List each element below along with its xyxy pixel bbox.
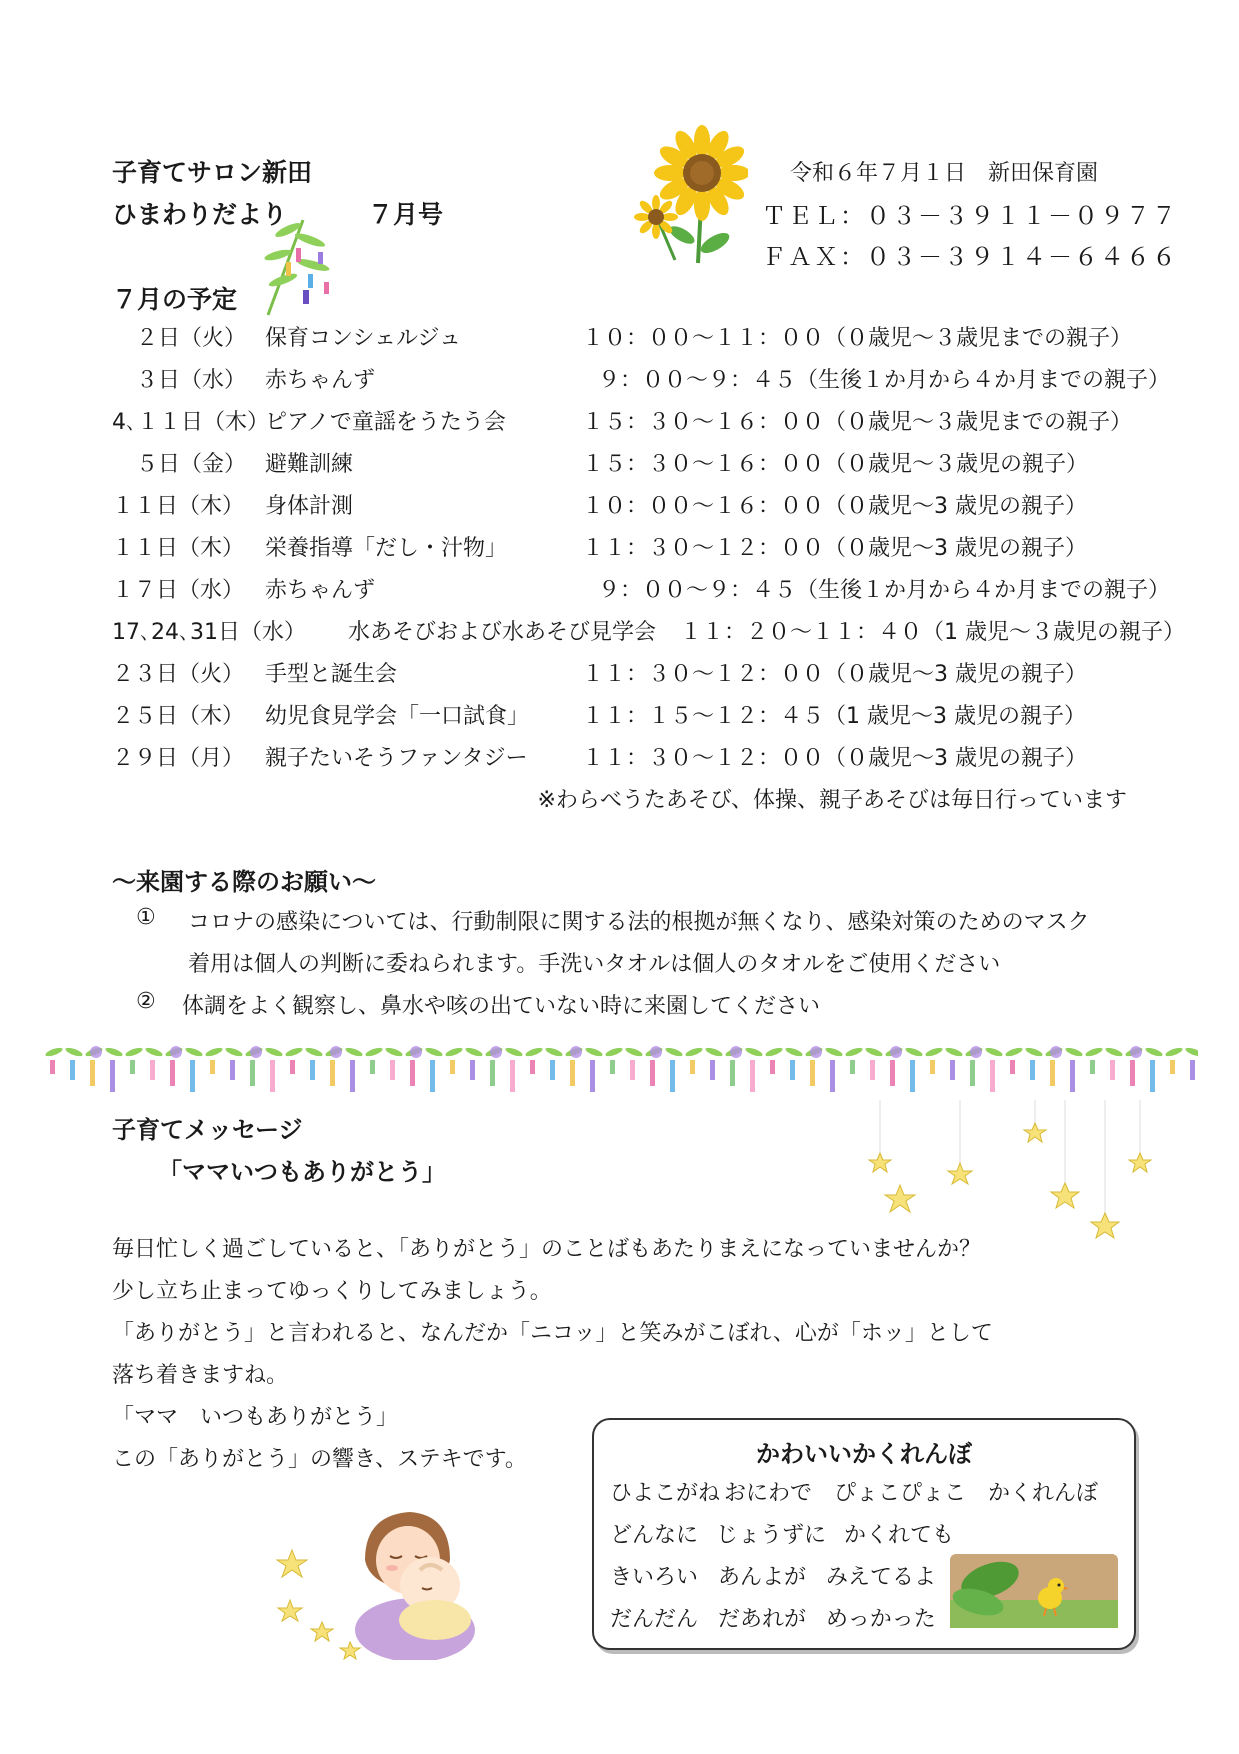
poem-word: ひよこがね — [610, 1481, 721, 1506]
chick-hiding-illustration — [950, 1540, 1118, 1632]
schedule-time: １５：３０～１６：００（０歳児～３歳児までの親子） — [582, 410, 1133, 435]
date-and-organization: 令和６年７月１日 新田保育園 — [790, 161, 1099, 186]
request-number-1: ① — [136, 905, 156, 930]
message-line-4: 落ち着きますね。 — [112, 1363, 289, 1388]
schedule-time: ９：００～９：４５（生後１か月から４か月までの親子） — [598, 578, 1171, 603]
poem-word: だあれが — [718, 1607, 807, 1632]
schedule-row — [0, 741, 1239, 781]
schedule-row — [0, 363, 1239, 403]
schedule-date: ２日（火） — [136, 326, 247, 351]
poem-word: みえてるよ — [826, 1565, 937, 1590]
message-heading: 子育てメッセージ — [112, 1116, 303, 1144]
request-text-1b: 着用は個人の判断に委ねられます。手洗いタオルは個人のタオルをご使用ください — [188, 952, 1001, 977]
schedule-event: 親子たいそうファンタジー — [265, 746, 528, 771]
schedule-heading: ７月の予定 — [112, 285, 238, 314]
request-number-2: ② — [136, 989, 156, 1014]
salon-name: 子育てサロン新田 — [112, 158, 313, 187]
schedule-event: 手型と誕生会 — [265, 662, 398, 687]
schedule-date: ２５日（木） — [112, 704, 245, 729]
message-line-5: 「ママ いつもありがとう」 — [112, 1405, 399, 1430]
mother-and-baby-illustration — [270, 1490, 520, 1660]
poem-word: じょうずに — [716, 1523, 827, 1548]
message-line-1: 毎日忙しく過ごしていると、「ありがとう」のことばもあたりまえになっていませんか？ — [112, 1237, 982, 1262]
poem-word: どんなに — [610, 1523, 699, 1548]
sunflower-illustration — [630, 125, 748, 265]
poem-word: あんよが — [718, 1565, 807, 1590]
tanabata-garland-divider — [40, 1038, 1198, 1104]
schedule-date: ３日（水） — [136, 368, 247, 393]
schedule-row — [0, 447, 1239, 487]
schedule-event: 赤ちゃんず — [265, 368, 376, 393]
message-subtitle: 「ママいつもありがとう」 — [158, 1158, 446, 1186]
poem-word: かくれんぼ — [988, 1481, 1099, 1506]
poem-title: かわいいかくれんぼ — [756, 1440, 972, 1468]
schedule-event: 保育コンシェルジュ — [265, 326, 462, 351]
schedule-event: 水あそびおよび水あそび見学会 — [348, 620, 657, 645]
fax-number: ＦＡＸ：０３－３９１４－６４６６ — [762, 243, 1178, 271]
schedule-date: 4､１１日（木） — [112, 410, 269, 435]
schedule-row — [0, 321, 1239, 361]
tel-number: ＴＥＬ：０３－３９１１－０９７７ — [762, 202, 1178, 230]
schedule-date: １７日（水） — [112, 578, 245, 603]
hanging-stars-decoration — [860, 1100, 1160, 1250]
message-line-2: 少し立ち止まってゆっくりしてみましょう。 — [112, 1279, 552, 1304]
poem-word: おにわで — [724, 1481, 813, 1506]
schedule-time: １１：３０～１２：００（０歳児～3 歳児の親子） — [582, 536, 1087, 561]
schedule-time: １５：３０～１６：００（０歳児～３歳児の親子） — [582, 452, 1089, 477]
message-line-6: この「ありがとう」の響き、ステキです。 — [112, 1447, 527, 1472]
schedule-note: ※わらべうたあそび、体操、親子あそびは毎日行っています — [537, 788, 1127, 813]
issue-label: ７月号 — [368, 200, 444, 229]
poem-box — [592, 1418, 1136, 1650]
schedule-date: ２３日（火） — [112, 662, 245, 687]
poem-word: かくれても — [844, 1523, 955, 1548]
schedule-row — [0, 699, 1239, 739]
message-line-3: 「ありがとう」と言われると、なんだか「ニコッ」と笑みがこぼれ、心が「ホッ」として — [112, 1321, 993, 1346]
schedule-event: ピアノで童謡をうたう会 — [265, 410, 506, 435]
schedule-time: １０：００～１６：００（０歳児～3 歳児の親子） — [582, 494, 1087, 519]
schedule-row — [0, 531, 1239, 571]
poem-word: だんだん — [610, 1607, 699, 1632]
schedule-time: １１：３０～１２：００（０歳児～3 歳児の親子） — [582, 746, 1087, 771]
poem-word: きいろい — [610, 1565, 699, 1590]
schedule-date: １１日（木） — [112, 494, 245, 519]
schedule-event: 避難訓練 — [265, 452, 354, 477]
schedule-time: ９：００～９：４５（生後１か月から４か月までの親子） — [598, 368, 1171, 393]
schedule-event: 幼児食見学会「一口試食」 — [265, 704, 530, 729]
schedule-row — [0, 489, 1239, 529]
schedule-row — [0, 657, 1239, 697]
schedule-time: １１：３０～１２：００（０歳児～3 歳児の親子） — [582, 662, 1087, 687]
request-text-2: 体調をよく観察し、鼻水や咳の出ていない時に来園してください — [182, 994, 821, 1019]
schedule-row — [0, 615, 1239, 655]
poem-line-1 — [594, 1476, 1134, 1516]
schedule-event: 栄養指導「だし・汁物」 — [265, 536, 508, 561]
schedule-event: 身体計測 — [265, 494, 354, 519]
schedule-date: ２９日（月） — [112, 746, 245, 771]
schedule-date: １１日（木） — [112, 536, 245, 561]
schedule-event: 赤ちゃんず — [265, 578, 376, 603]
poem-word: めっかった — [826, 1607, 936, 1632]
poem-word: ぴょこぴょこ — [834, 1481, 967, 1506]
tanabata-bamboo-illustration — [258, 210, 338, 320]
request-text-1a: コロナの感染については、行動制限に関する法的根拠が無くなり、感染対策のためのマスク — [188, 910, 1090, 935]
schedule-row — [0, 405, 1239, 445]
requests-heading: ～来園する際のお願い～ — [112, 868, 376, 896]
schedule-time: １１：１５～１２：４５（1 歳児～3 歳児の親子） — [582, 704, 1086, 729]
schedule-row — [0, 573, 1239, 613]
schedule-date: 17､24､31日（水） — [112, 620, 306, 645]
schedule-time: １０：００～１１：００（０歳児～３歳児までの親子） — [582, 326, 1133, 351]
schedule-time: １１：２０～１１：４０（1 歳児～３歳児の親子） — [680, 620, 1185, 645]
newsletter-title: ひまわりだより — [112, 200, 288, 229]
schedule-date: ５日（金） — [136, 452, 247, 477]
